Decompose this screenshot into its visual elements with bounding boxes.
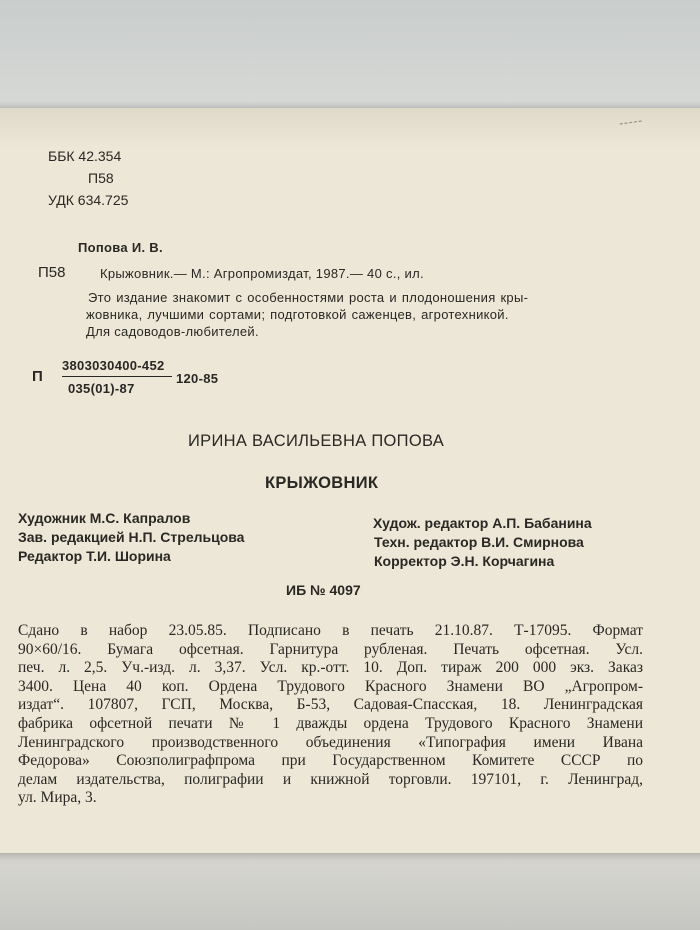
imprint-line: печ. л. 2,5. Уч.-изд. л. 3,37. Усл. кр.-отт. 10. Доп. тираж 200 000 экз. Заказ [18, 659, 643, 677]
credit-artist: Художник М.С. Капралов [18, 510, 191, 526]
index-numerator: 3803030400-452 [62, 358, 165, 373]
background-top [0, 0, 700, 110]
background-bottom [0, 850, 700, 930]
imprint-line: 90×60/16. Бумага офсетная. Гарнитура рубленая. Печать офсетная. Усл. [18, 640, 643, 658]
annotation-line-3: Для садоводов-любителей. [86, 324, 259, 339]
catalog-mark: П58 [38, 264, 66, 281]
catalog-title-line: Крыжовник.— М.: Агропромиздат, 1987.— 40 с., ил. [100, 266, 424, 281]
credit-proofreader: Корректор Э.Н. Корчагина [374, 553, 555, 569]
author-mark-code: П58 [88, 170, 114, 186]
imprint-line: Ленинградского производственного объединения «Типография имени Ивана [18, 733, 643, 751]
imprint-line: издат“. 107807, ГСП, Москва, Б-53, Садовая-Спасская, 18. Ленинградская [18, 696, 643, 714]
imprint-line: 3400. Цена 40 коп. Ордена Трудового Красного Знамени ВО „Агропром- [18, 677, 643, 695]
index-letter: П [32, 368, 43, 385]
imprint-block [18, 622, 643, 808]
catalog-author: Попова И. В. [78, 240, 163, 255]
udk-code: УДК 634.725 [48, 192, 129, 208]
imprint-line: фабрика офсетной печати № 1 дважды ордена Трудового Красного Знамени [18, 714, 643, 732]
credit-editor: Редактор Т.И. Шорина [18, 548, 171, 564]
index-suffix: 120-85 [176, 371, 219, 386]
credit-head-editor: Зав. редакцией Н.П. Стрельцова [18, 529, 245, 545]
credit-tech-editor: Техн. редактор В.И. Смирнова [374, 534, 584, 550]
bbk-code: ББК 42.354 [48, 148, 122, 164]
annotation-line-2: жовника, лучшими сортами; подготовкой саженцев, агротехникой. [86, 307, 509, 322]
credit-art-editor: Худож. редактор А.П. Бабанина [373, 515, 592, 531]
imprint-line: Федорова» Союзполиграфпрома при Государственном Комитете СССР по [18, 752, 643, 770]
book-author: ИРИНА ВАСИЛЬЕВНА ПОПОВА [188, 432, 445, 450]
book-title: КРЫЖОВНИК [265, 474, 379, 492]
imprint-line: Сдано в набор 23.05.85. Подписано в печать 21.10.87. Т-17095. Формат [18, 622, 643, 639]
imprint-line: делам издательства, полиграфии и книжной торговли. 197101, г. Ленинград, [18, 770, 643, 788]
index-denominator: 035(01)-87 [68, 381, 135, 396]
ib-number: ИБ № 4097 [286, 582, 361, 598]
annotation-line-1: Это издание знакомит с особенностями роста и плодоношения кры- [88, 290, 529, 305]
imprint-line: ул. Мира, 3. [18, 789, 97, 807]
